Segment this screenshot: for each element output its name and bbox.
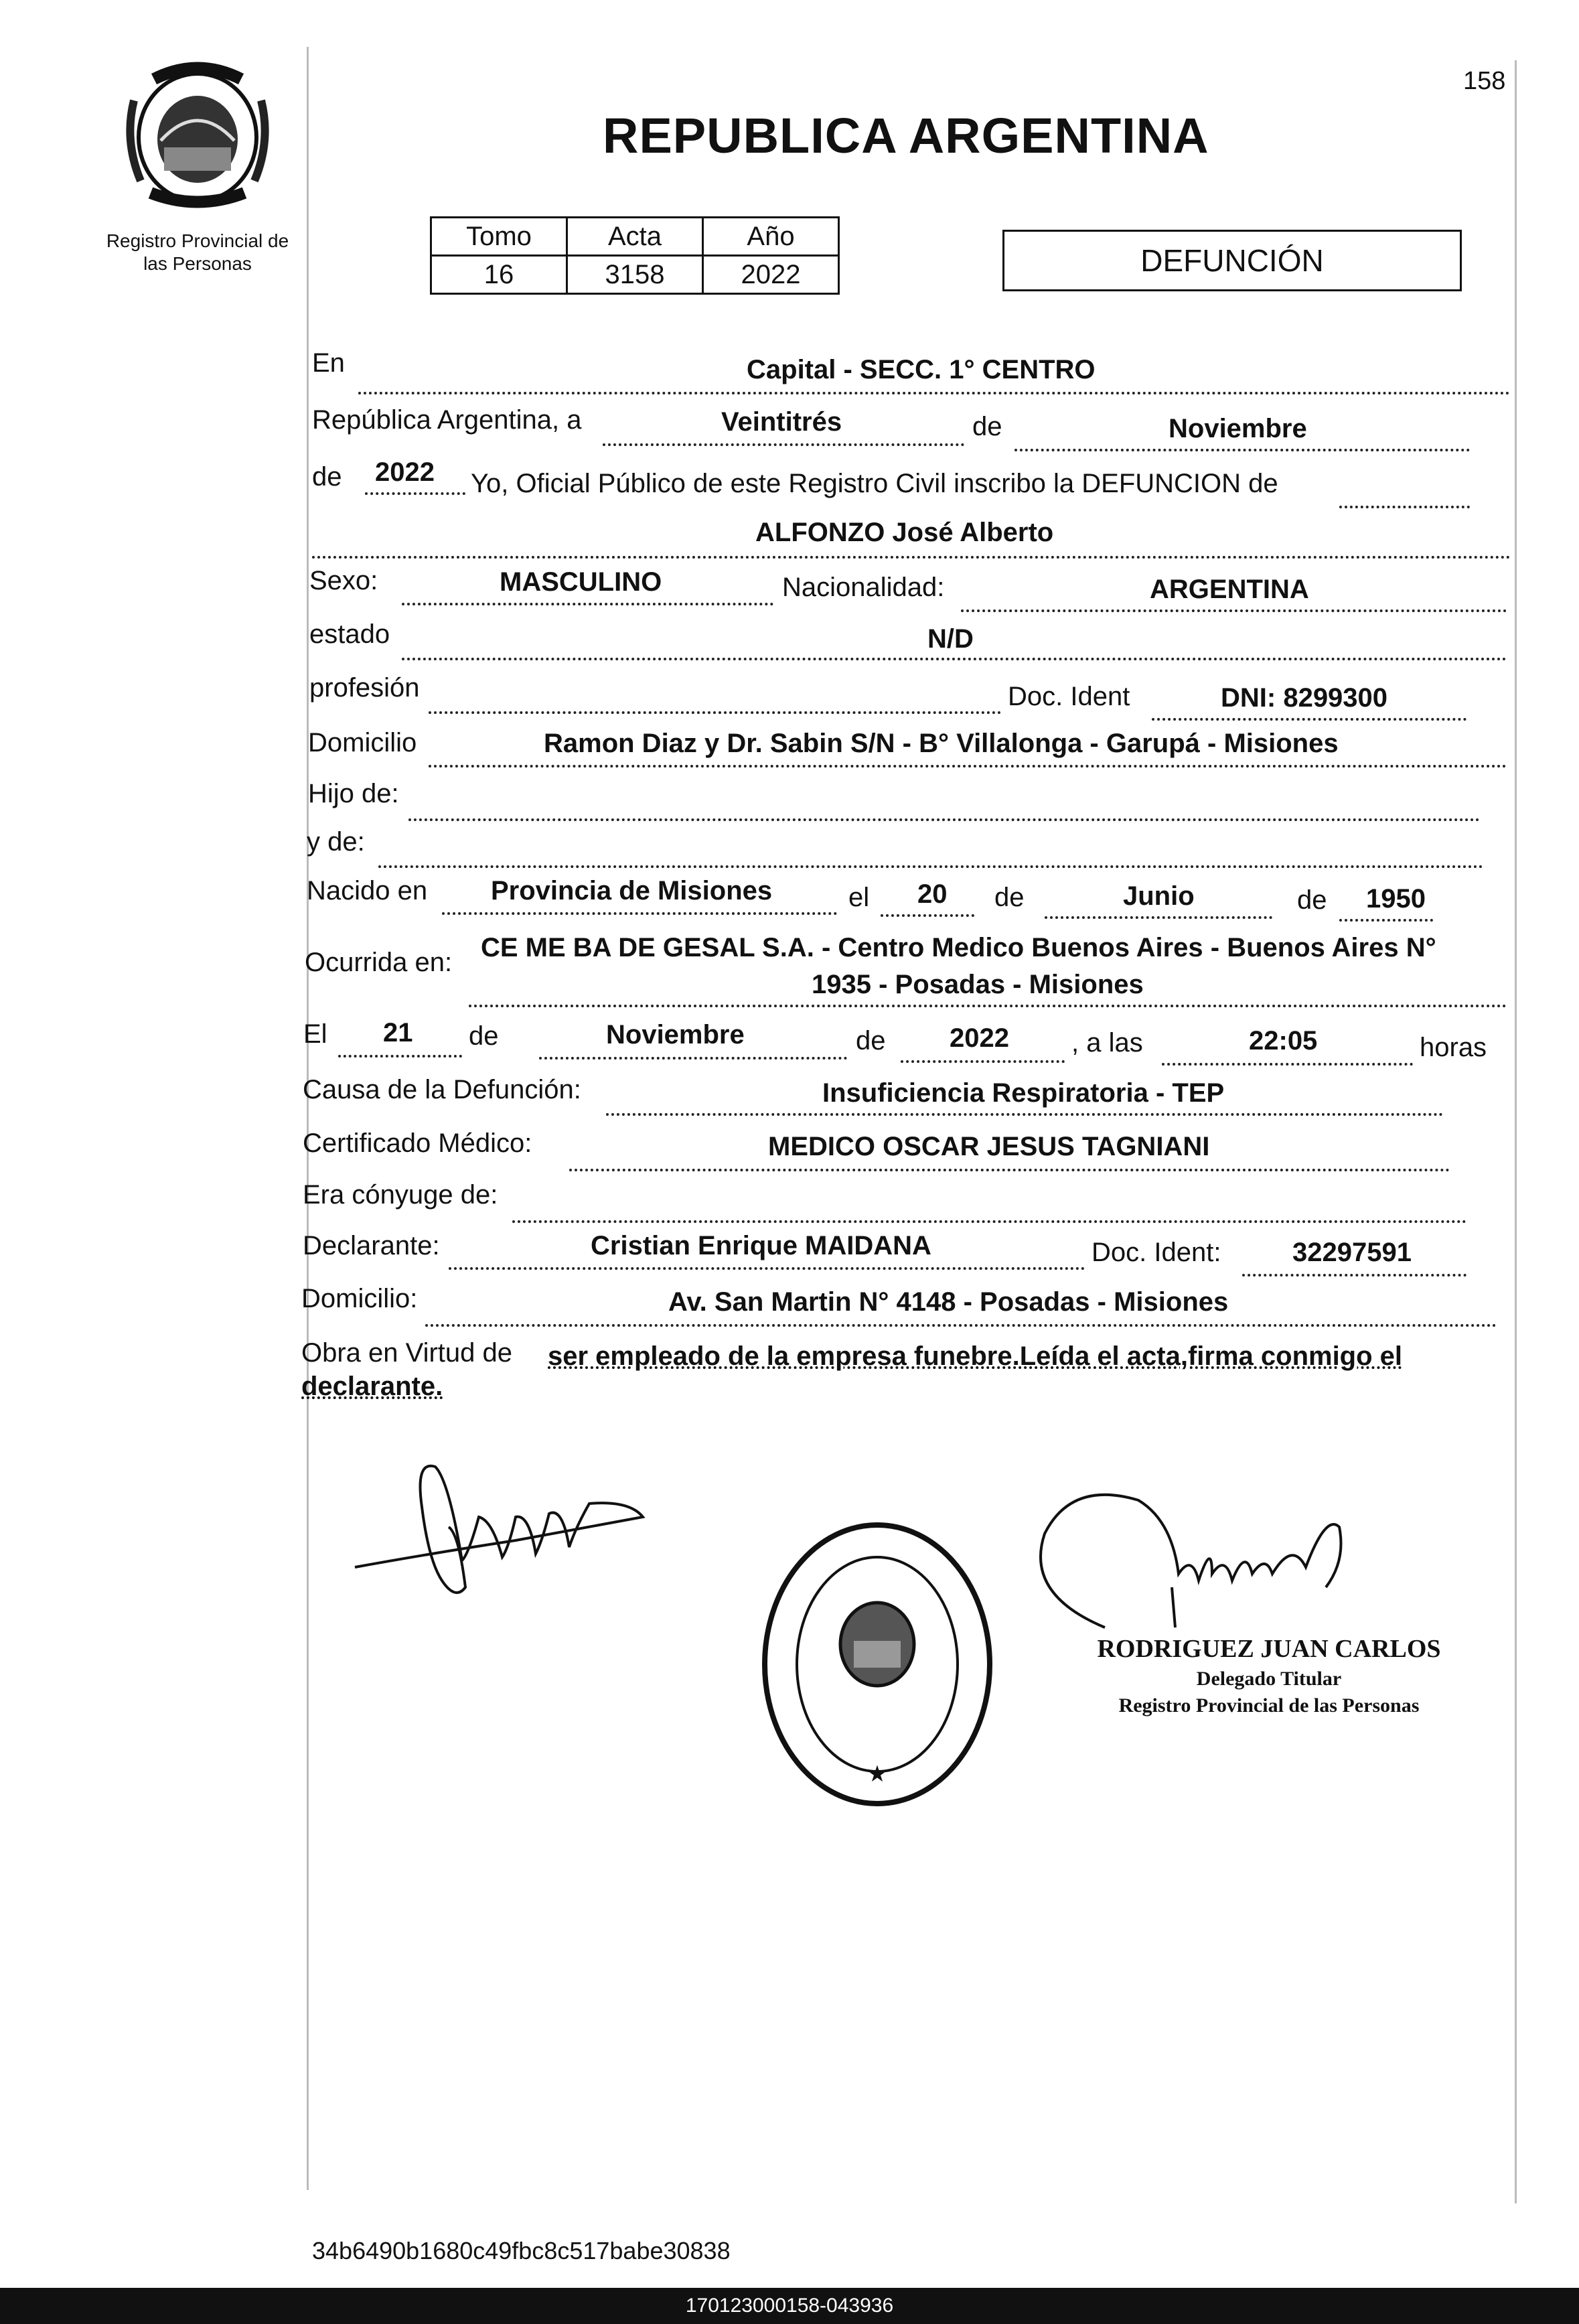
nacido-label: Nacido en [307, 876, 428, 905]
El-label: El [303, 1019, 327, 1049]
nacionalidad-label: Nacionalidad: [782, 573, 945, 602]
death-time-dots [1162, 1063, 1413, 1066]
domicilio-label: Domicilio [308, 728, 417, 757]
year-value: 2022 [375, 457, 435, 487]
declarante-dots [449, 1267, 1085, 1270]
en-dots [358, 392, 1510, 394]
table-header-acta: Acta [567, 218, 703, 256]
a-las-label: , a las [1071, 1028, 1143, 1058]
republica-label: República Argentina, a [312, 405, 582, 435]
conyuge-label: Era cónyuge de: [303, 1180, 498, 1210]
yo-dots [1339, 506, 1470, 508]
declarante-label: Declarante: [303, 1231, 440, 1260]
profesion-dots [429, 711, 1001, 714]
yo-text: Yo, Oficial Público de este Registro Civil inscribo la DEFUNCION de [471, 469, 1278, 498]
registry-label-line2: las Personas [143, 253, 252, 274]
svg-text:★: ★ [867, 1761, 888, 1787]
sexo-dots [402, 603, 773, 605]
hijo-label: Hijo de: [308, 779, 399, 808]
year-dots [365, 492, 465, 495]
en-label: En [312, 348, 345, 378]
birth-month-value: Junio [1123, 881, 1195, 911]
month-value: Noviembre [1169, 414, 1307, 443]
de-label-5: de [469, 1021, 499, 1051]
official-name: RODRIGUEZ JUAN CARLOS [1097, 1635, 1441, 1663]
el-label: el [848, 883, 870, 912]
month-dots [1014, 449, 1470, 451]
yde-label: y de: [307, 827, 365, 857]
de-label-4: de [1297, 885, 1327, 915]
yde-dots [378, 865, 1483, 868]
ocurrida-dots [469, 1005, 1507, 1007]
table-value-acta: 3158 [567, 256, 703, 294]
obra-value-2: declarante. [301, 1372, 443, 1401]
doc-ident2-label: Doc. Ident: [1092, 1238, 1221, 1267]
name-dots [312, 556, 1511, 559]
hijo-dots [408, 818, 1480, 821]
obra-label: Obra en Virtud de [301, 1338, 513, 1368]
obra-value-1: ser empleado de la empresa funebre.Leída el acta,firma conmigo el [548, 1341, 1403, 1371]
registry-label [74, 230, 321, 275]
nacido-value: Provincia de Misiones [491, 876, 773, 905]
birth-month-dots [1045, 916, 1272, 919]
doc-ident2-dots [1242, 1274, 1467, 1277]
death-year-dots [901, 1060, 1065, 1063]
official-signature [1011, 1473, 1426, 1648]
tomo-acta-ano-table [430, 216, 840, 295]
table-header-tomo: Tomo [431, 218, 567, 256]
death-month-dots [539, 1057, 847, 1060]
conyuge-dots [512, 1220, 1467, 1223]
left-margin-line [307, 47, 309, 2190]
de-label-6: de [856, 1026, 886, 1056]
death-day-dots [338, 1055, 462, 1058]
day-dots [603, 443, 964, 446]
domicilio2-label: Domicilio: [301, 1284, 418, 1313]
domicilio2-value: Av. San Martin N° 4148 - Posadas - Misiones [668, 1287, 1229, 1317]
day-value: Veintitrés [721, 407, 842, 437]
estado-label: estado [309, 620, 390, 649]
death-time-value: 22:05 [1249, 1026, 1318, 1056]
ocurrida-label: Ocurrida en: [305, 948, 453, 977]
registry-label-line1: Registro Provincial de [106, 230, 289, 251]
sexo-value: MASCULINO [500, 567, 662, 597]
doc-ident-label: Doc. Ident [1008, 682, 1130, 711]
table-header-ano: Año [703, 218, 839, 256]
page-number: 158 [1463, 67, 1506, 95]
table-value-ano: 2022 [703, 256, 839, 294]
official-title: Delegado Titular [1196, 1668, 1342, 1690]
official-stamp [1081, 1634, 1456, 1717]
declarante-value: Cristian Enrique MAIDANA [591, 1231, 931, 1260]
birth-day-dots [881, 914, 974, 917]
de-label-2: de [312, 462, 342, 492]
doc-ident-value: DNI: 8299300 [1221, 683, 1388, 713]
official-org: Registro Provincial de las Personas [1118, 1694, 1420, 1717]
certificado-label: Certificado Médico: [303, 1129, 532, 1158]
page-title: REPUBLICA ARGENTINA [603, 108, 1209, 163]
document-hash: 34b6490b1680c49fbc8c517babe30838 [312, 2237, 731, 2264]
death-day-value: 21 [383, 1018, 413, 1047]
province-logo [114, 60, 281, 214]
ocurrida-line2: 1935 - Posadas - Misiones [812, 970, 1144, 999]
birth-year-value: 1950 [1366, 884, 1426, 914]
nacido-dots [442, 912, 837, 915]
declarant-signature [348, 1453, 656, 1614]
ocurrida-line1: CE ME BA DE GESAL S.A. - Centro Medico Buenos Aires - Buenos Aires N° [481, 933, 1436, 962]
de-label-3: de [994, 883, 1025, 912]
birth-day-value: 20 [917, 879, 948, 909]
doc-ident2-value: 32297591 [1292, 1238, 1412, 1267]
causa-dots [606, 1113, 1443, 1116]
right-margin-line [1515, 60, 1517, 2203]
doc-ident-dots [1152, 718, 1467, 721]
death-year-value: 2022 [950, 1023, 1009, 1053]
en-value: Capital - SECC. 1° CENTRO [747, 355, 1096, 384]
record-type-box: DEFUNCIÓN [1002, 230, 1462, 291]
sexo-label: Sexo: [309, 566, 378, 595]
causa-label: Causa de la Defunción: [303, 1075, 581, 1104]
domicilio-value: Ramon Diaz y Dr. Sabin S/N - B° Villalonga - Garupá - Misiones [544, 729, 1339, 758]
birth-year-dots [1339, 919, 1433, 922]
de-label-1: de [972, 412, 1002, 441]
nacionalidad-dots [961, 609, 1507, 612]
causa-value: Insuficiencia Respiratoria - TEP [822, 1078, 1225, 1108]
estado-dots [402, 658, 1507, 660]
death-month-value: Noviembre [606, 1020, 745, 1049]
nacionalidad-value: ARGENTINA [1150, 575, 1309, 604]
table-value-tomo: 16 [431, 256, 567, 294]
estado-value: N/D [927, 624, 974, 654]
certificado-value: MEDICO OSCAR JESUS TAGNIANI [768, 1132, 1210, 1161]
domicilio-dots [429, 765, 1507, 768]
name-value: ALFONZO José Alberto [755, 518, 1054, 547]
domicilio2-dots [425, 1324, 1497, 1327]
barcode-strip: 170123000158-043936 [0, 2288, 1579, 2324]
profesion-label: profesión [309, 673, 420, 703]
official-seal [757, 1517, 998, 1812]
horas-label: horas [1420, 1033, 1487, 1062]
certificado-dots [569, 1169, 1450, 1171]
